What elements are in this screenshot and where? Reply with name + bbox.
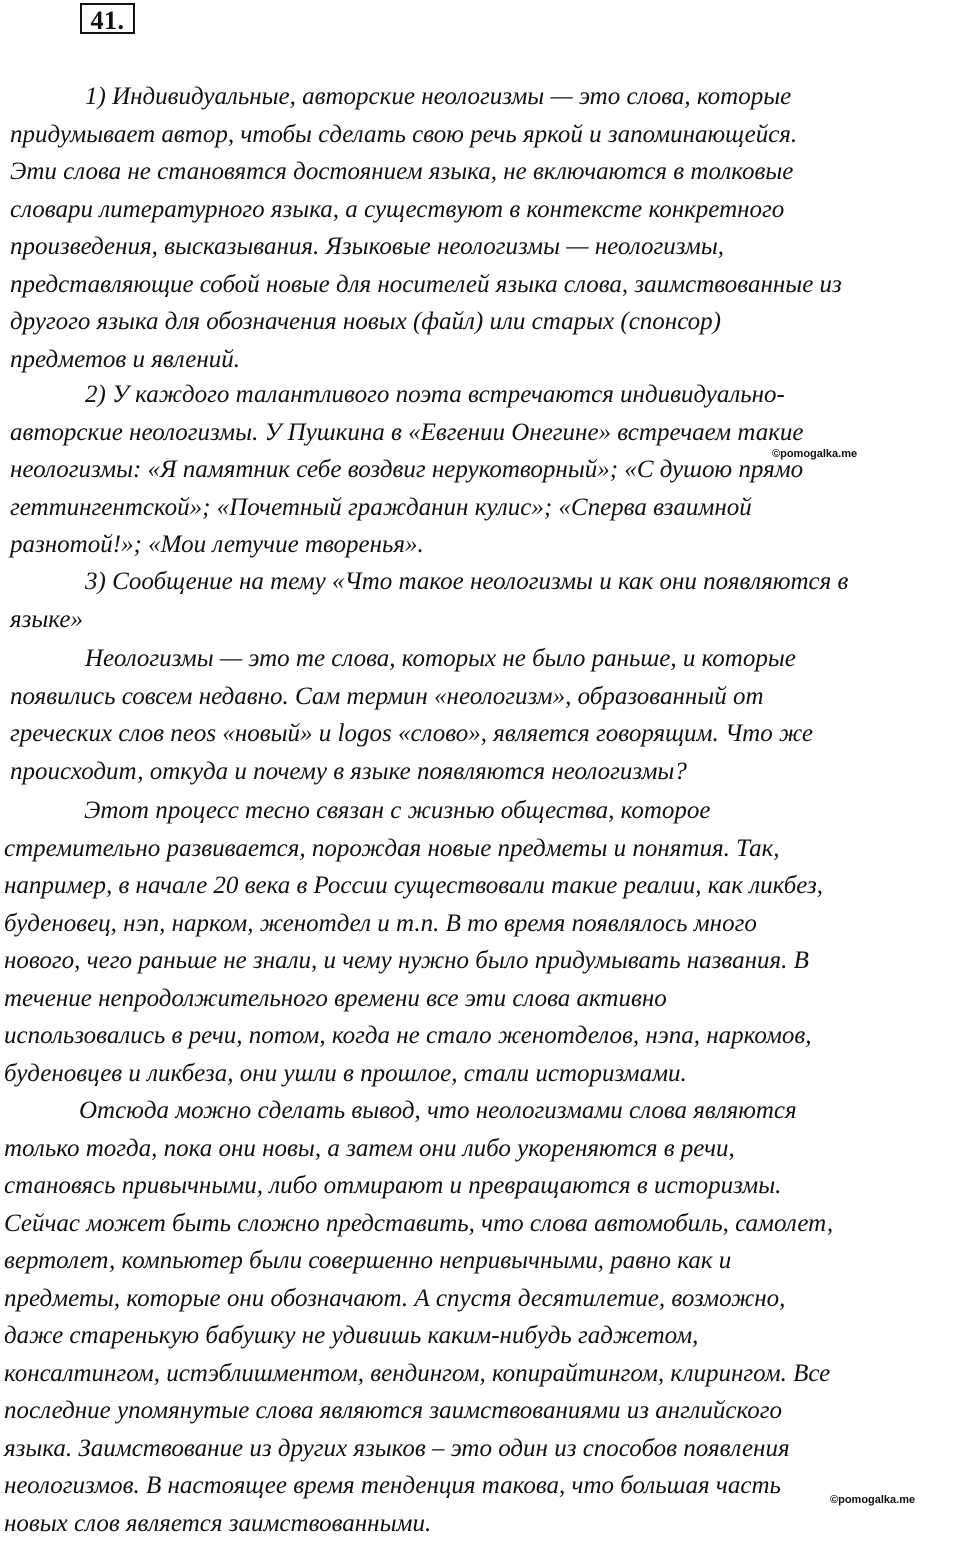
text-line: Эти слова не становятся достоянием языка, не включаются в толковые <box>10 153 955 191</box>
text-line: буденовец, нэп, нарком, женотдел и т.п. В то время появлялось много <box>4 905 949 943</box>
text-line: появились совсем недавно. Сам термин «неологизм», образованный от <box>10 678 955 716</box>
text-line: нового, чего раньше не знали, и чему нужно было придумывать названия. В <box>4 942 949 980</box>
text-line: греческих слов neos «новый» и logos «слово», является говорящим. Что же <box>10 715 955 753</box>
text-line: последние упомянутые слова являются заимствованиями из английского <box>4 1392 949 1430</box>
paragraph-1 <box>10 78 955 378</box>
text-line: другого языка для обозначения новых (файл) или старых (спонсор) <box>10 303 955 341</box>
watermark: ©pomogalka.me <box>772 448 857 460</box>
text-line: словари литературного языка, а существуют в контексте конкретного <box>10 191 955 229</box>
text-line: только тогда, пока они новы, а затем они либо укореняются в речи, <box>4 1130 949 1168</box>
text-line: 1) Индивидуальные, авторские неологизмы — это слова, которые <box>10 78 955 116</box>
text-line: происходит, откуда и почему в языке появляются неологизмы? <box>10 753 955 791</box>
text-line: авторские неологизмы. У Пушкина в «Евгении Онегине» встречаем такие <box>10 414 955 452</box>
text-line: языке» <box>10 601 955 639</box>
watermark: ©pomogalka.me <box>830 1494 915 1506</box>
text-line: произведения, высказывания. Языковые неологизмы — неологизмы, <box>10 228 955 266</box>
text-line: неологизмы: «Я памятник себе воздвиг нерукотворный»; «С душою прямо <box>10 451 955 489</box>
exercise-number: 41. <box>80 3 135 34</box>
text-line: неологизмов. В настоящее время тенденция такова, что большая часть <box>4 1467 949 1505</box>
paragraph-4 <box>10 640 955 790</box>
text-line: Сейчас может быть сложно представить, что слова автомобиль, самолет, <box>4 1205 949 1243</box>
text-line: Этот процесс тесно связан с жизнью общества, которое <box>4 792 949 830</box>
paragraph-5 <box>4 792 949 1092</box>
text-line: консалтингом, истэблишментом, вендингом, копирайтингом, клирингом. Все <box>4 1355 949 1393</box>
text-line: новых слов является заимствованными. <box>4 1505 949 1542</box>
text-line: Неологизмы — это те слова, которых не было раньше, и которые <box>10 640 955 678</box>
text-line: предметы, которые они обозначают. А спустя десятилетие, возможно, <box>4 1280 949 1318</box>
text-line: 3) Сообщение на тему «Что такое неологизмы и как они появляются в <box>10 563 955 601</box>
text-line: стремительно развивается, порождая новые предметы и понятия. Так, <box>4 830 949 868</box>
text-line: геттингентской»; «Почетный гражданин кулис»; «Сперва взаимной <box>10 489 955 527</box>
text-line: языка. Заимствование из других языков – это один из способов появления <box>4 1430 949 1468</box>
text-line: представляющие собой новые для носителей языка слова, заимствованные из <box>10 266 955 304</box>
paragraph-2 <box>10 376 955 564</box>
text-line: например, в начале 20 века в России существовали такие реалии, как ликбез, <box>4 867 949 905</box>
text-line: разнотой!»; «Мои летучие творенья». <box>10 526 955 564</box>
text-line: Отсюда можно сделать вывод, что неологизмами слова являются <box>4 1092 949 1130</box>
text-line: становясь привычными, либо отмирают и превращаются в историзмы. <box>4 1167 949 1205</box>
paragraph-6 <box>4 1092 949 1542</box>
text-line: буденовцев и ликбеза, они ушли в прошлое, стали историзмами. <box>4 1055 949 1093</box>
text-line: использовались в речи, потом, когда не стало женотделов, нэпа, наркомов, <box>4 1017 949 1055</box>
text-line: 2) У каждого талантливого поэта встречаются индивидуально- <box>10 376 955 414</box>
text-line: предметов и явлений. <box>10 341 955 379</box>
text-line: вертолет, компьютер были совершенно непривычными, равно как и <box>4 1242 949 1280</box>
text-line: даже старенькую бабушку не удивишь каким-нибудь гаджетом, <box>4 1317 949 1355</box>
paragraph-3 <box>10 563 955 638</box>
text-line: придумывает автор, чтобы сделать свою речь яркой и запоминающейся. <box>10 116 955 154</box>
text-line: течение непродолжительного времени все эти слова активно <box>4 980 949 1018</box>
